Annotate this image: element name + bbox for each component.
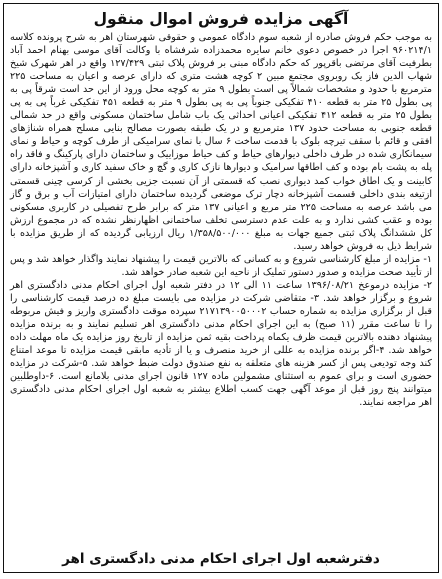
notice-paragraph-conditions-2-6: ۲- مزایده درموعخ ۱۳۹۶/۰۸/۲۱ ساعت ۱۱ الی ۱۲ در دفتر شعبه اول اجرای احکام مدنی دادگستری اهر شروع و برگزار خواهد شد. ۳- متقاضی شرکت در مزایده می بایست مبلغ ده درصد قیمت کارشناسی را قبل از برگزاری مزایده به شماره حساب ۲۱۷۱۳۹۰۰۵۰۰۰۲ سپرده موقت دادگستری واریز و فیش مربوطه را تا ساعت مقرر (۱۱ صبح) به این اجرای احکام مدنی دادگستری اهر تسلیم نمایند و به برنده مزایده پیشنهاد دهنده بالاترین قیمت ظرف یکماه پرداخت بقیه ثمن مزایده از تاریخ روز مزایده یک ماه مهلت داده خواهد شد. ۴-اگر برنده مزایده به عللی از خرید منصرف و یا از تأدیه مابقی قیمت مزایده تا موعد امتناع کند وجه تودیعی پس از کسر هزینه های متعلقه به نفع صندوق دولت ضبط خواهد شد. ۵-شرکت در مزایده حضوری است و برای عموم به استثنای مشمولین ماده ۱۲۷ قانون اجرای مدنی بلامانع است. ۶-داوطلبین میتوانند پنج روز قبل از موعد آگهی جهت کسب اطلاع بیشتر به شعبه اول اجرای احکام مدنی دادگستری اهر مراجعه نمایند.: [10, 279, 433, 409]
notice-title: آگهی مزایده فروش اموال منقول: [93, 10, 349, 28]
notice-paragraph-condition-1: ۱- مزایده از مبلغ کارشناسی شروع و به کسانی که بالاترین قیمت را پیشنهاد نمایند واگذار خواهد شد و پس از تأیید صحت مزایده و صدور دستور تملیک از ناحیه این شعبه صادر خواهد شد.: [10, 253, 432, 278]
notice-paragraph-description: به موجب حکم فروش صادره از شعبه سوم دادگاه عمومی و حقوقی شهرستان اهر به شرح پرونده کلاسه ۹۶۰۲۱۴/۱ اجرا در خصوص دعوی خانم سایره محمدزاده شرفشاه با وکالت آقای موسی بهنام احمد آباد بطرفیت آقای مرتضی باقرپور که حکم دادگاه مبنی بر فروش پلاک ثبتی ۱۲۷/۴۲۹ واقع در اهر شهرک شیخ شهاب الدین فاز یک روبروی مجتمع مبین ۲ کوچه هشت متری که دارای عرصه و اعیان به مساحت ۲۲۵ مترمربع با حدود و مشخصات شمالاً پی است بطول ۹ متر به کوچه محل ورود از این حد است شرقاً پی به پی بطول ۲۵ متر به قطعه ۴۱۰ تفکیکی جنوباً پی به پی بطول ۹ متر به قطعه ۴۵۱ تفکیکی غرباً پی به پی بطول ۲۵ متر به قطعه ۴۱۲ تفکیکی اعیانی احداثی یک باب شامل ساختمان مسکونی واقع در حد شمالی قطعه جنوبی به مساحت حدود ۱۳۷ مترمربع و در یک طبقه بصورت مصالح بنایی مسلح همراه شناژهای افقی و قائم با سقف تیرچه بلوک با قدمت ساخت ۶ سال با نمای سرامیکی از طرف کوچه و حیاط و نمای سیمانکاری شده در طرف داخلی دیوارهای حیاط و کف حیاط موزاییک و ساختمان دارای پارکینگ و فاقد راه پله به پشت بام بوده و کف اطاقها سرامیک و دیوارها نازک کاری و گچ و خاک سفید کاری و آشپزخانه دارای کابینت و یک اطاق خواب کمد دیواری نصب که قسمتی از آن نسبت جزیی بخشی از کرسی چینی قسمتی ازتیغه بندی داخلی قسمت آشپزخانه دچار ترک موضعی گردیده ساختمان دارای امتیازات آب و برق و گاز می باشد عرصه به مساحت ۲۲۵ متر مربع و اعیانی ۱۳۷ متر که برابر طرح تفصیلی در کاربری مسکونی بوده و عقب کشی ندارد و به علت عدم دسترسی تخلف ساختمانی اظهارنظر نشده که در مجموع ارزش کل ششدانگ پلاک ثبتی جمیع جهات به مبلغ ۱/۳۵۸/۵۰۰/۰۰۰ ریال ارزیابی گردیده که از طریق مزایده با شرایط ذیل به فروش خواهد رسید.: [10, 32, 433, 252]
notice-footer-signature: دفترشعبه اول اجرای احکام مدنی دادگستری اهر: [62, 551, 380, 567]
notice-body: [10, 31, 432, 409]
auction-notice: [3, 3, 439, 573]
